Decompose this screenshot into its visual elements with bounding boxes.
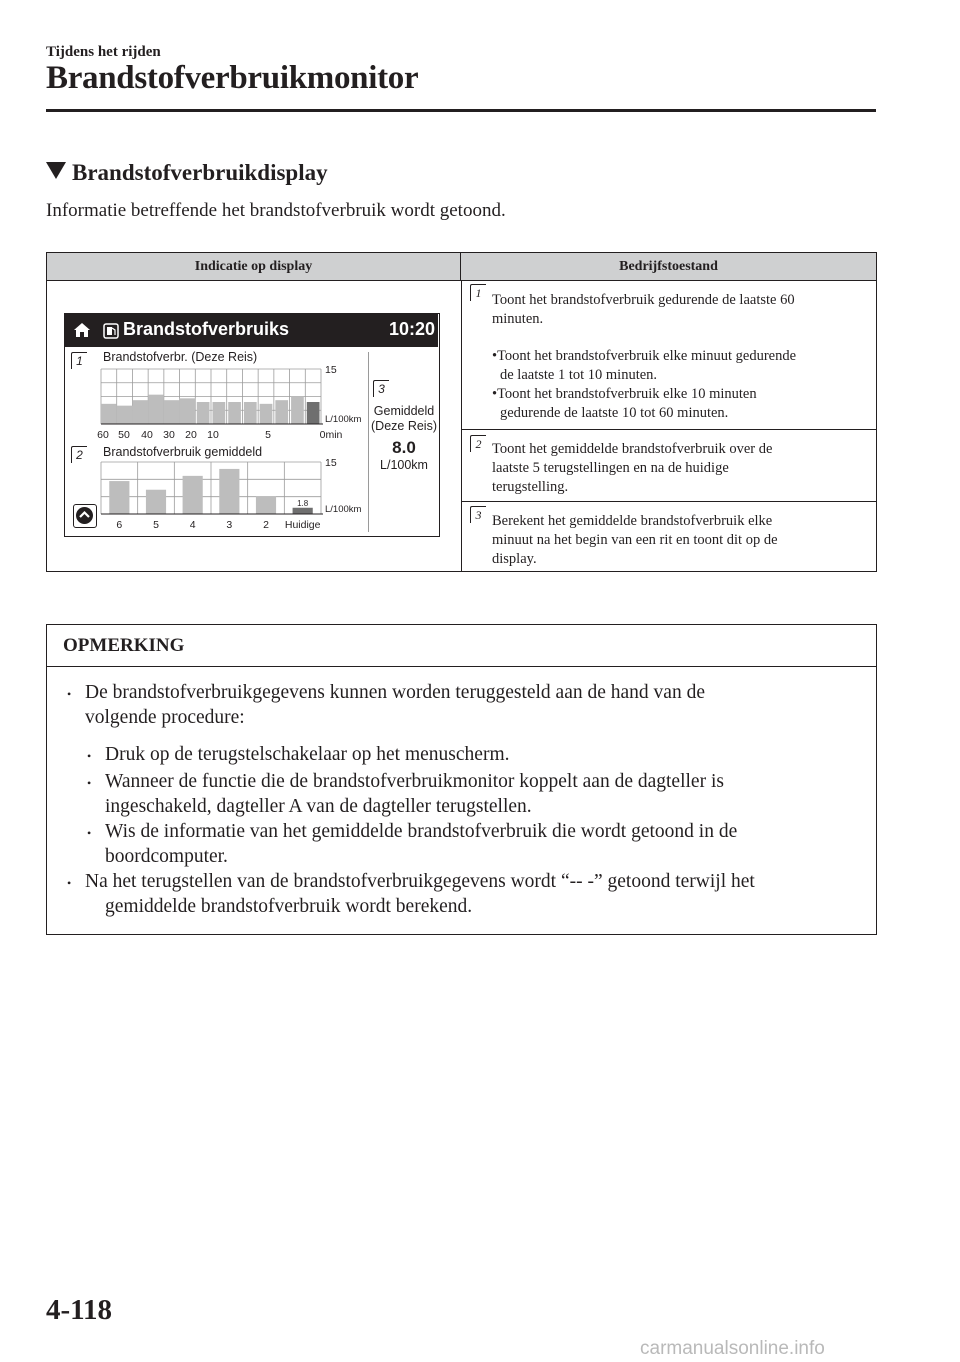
chart1-bar xyxy=(101,404,117,424)
chart2-label: Brandstofverbruik gemiddeld xyxy=(103,445,263,459)
row-1-text: Toont het brandstofverbruik gedurende de laatste 60 minuten. xyxy=(492,292,795,327)
chart2-bar xyxy=(146,490,166,514)
bullet-icon: • xyxy=(87,749,92,763)
table-header-indicatie: Indicatie op display xyxy=(47,253,461,281)
chart1-x-tick: 10 xyxy=(207,429,219,441)
bullet-icon: • xyxy=(67,687,72,701)
row-1-sub-2a: •Toont het brandstofverbruik elke 10 minuten xyxy=(492,386,757,402)
note-line: Wanneer de functie die de brandstofverbruikmonitor koppelt aan de dagteller is xyxy=(105,771,724,792)
chart2-bar xyxy=(219,469,239,514)
chart1-x-tick: 50 xyxy=(118,429,130,441)
note-line: Na het terugstellen van de brandstofverbruikgegevens wordt “-- -” getoond terwijl het xyxy=(85,871,755,892)
chart2-x-tick: 4 xyxy=(189,519,196,531)
column-divider xyxy=(461,281,462,571)
chart2-x-tick: 5 xyxy=(153,519,159,531)
chart1-bar xyxy=(244,402,257,424)
note-title: OPMERKING xyxy=(63,635,185,656)
callout-3: 3 xyxy=(373,380,389,398)
chart2-x-tick: Huidige xyxy=(284,519,321,531)
note-box xyxy=(46,624,877,935)
average-unit: L/100km xyxy=(380,458,428,472)
row-1-number: 1 xyxy=(470,284,486,302)
intro-text: Informatie betreffende het brandstofverbruik wordt getoond. xyxy=(46,200,506,221)
display-title: Brandstofverbruiks xyxy=(123,319,290,339)
row-3-text: Berekent het gemiddelde brandstofverbruik elke minuut na het begin van een rit en toont dit op de display. xyxy=(492,513,778,567)
chart1-ymax-label: 15 xyxy=(325,364,337,376)
chart2-x-tick: 6 xyxy=(116,519,123,531)
bullet-icon: • xyxy=(87,776,92,790)
row-1-subitems xyxy=(492,347,872,423)
row-1-sub-1b: de laatste 1 tot 10 minuten. xyxy=(500,367,658,383)
note-line: boordcomputer. xyxy=(105,846,228,867)
chart1-x-tick: 60 xyxy=(97,429,109,441)
chart1-x-tick: 30 xyxy=(163,429,175,441)
note-line: ingeschakeld, dagteller A van de dagteller terugstellen. xyxy=(105,796,532,817)
note-line: Druk op de terugstelschakelaar op het menuscherm. xyxy=(105,744,510,765)
row-divider xyxy=(462,501,876,502)
row-2-number: 2 xyxy=(470,435,486,453)
chart1-bar xyxy=(307,402,320,424)
display-clock: 10:20 xyxy=(389,319,436,339)
section-kicker: Tijdens het rijden xyxy=(46,44,161,60)
chart1-bar xyxy=(117,406,133,424)
navigation-button[interactable] xyxy=(73,504,97,528)
row-1-sub-2b: gedurende de laatste 10 tot 60 minuten. xyxy=(500,405,729,421)
chart1-x-tick: 5 xyxy=(265,429,271,441)
subsection-heading xyxy=(46,160,328,186)
page-title: Brandstofverbruikmonitor xyxy=(46,60,419,96)
chart2-x-tick: 2 xyxy=(263,519,269,531)
chart1-unit-label: L/100km xyxy=(325,414,362,425)
bullet-icon: • xyxy=(67,876,72,890)
chart1-bar xyxy=(148,395,164,424)
chart2-unit-label: L/100km xyxy=(325,504,362,515)
table-header-bedrijfstoestand: Bedrijfstoestand xyxy=(461,253,876,281)
chart2-data-label: 1.8 xyxy=(297,498,309,508)
chart1-bar xyxy=(291,397,304,425)
row-3-number: 3 xyxy=(470,506,486,524)
note-line: Wis de informatie van het gemiddelde brandstofverbruik die wordt getoond in de xyxy=(105,821,738,842)
triangle-marker-icon xyxy=(46,162,66,179)
chart1-bar xyxy=(164,400,180,424)
chart2-bar xyxy=(109,481,129,514)
note-line: De brandstofverbruikgegevens kunnen worden teruggesteld aan de hand van de xyxy=(85,682,705,703)
chart1-bar xyxy=(260,404,273,424)
row-1-sub-1a: •Toont het brandstofverbruik elke minuut gedurende xyxy=(492,348,797,364)
chart1-x-tick: 40 xyxy=(141,429,153,441)
fuel-display-illustration xyxy=(64,313,440,537)
header-rule xyxy=(46,109,876,112)
chart2-bar xyxy=(293,508,313,514)
page-number: 4-118 xyxy=(46,1294,113,1326)
chart2-bar xyxy=(256,497,276,514)
chart1-bar xyxy=(228,402,241,424)
callout-1: 1 xyxy=(71,352,87,370)
chart1-x-tick: 0min xyxy=(319,429,343,441)
chart1-bar xyxy=(275,400,288,424)
watermark: carmanualsonline.info xyxy=(640,1338,825,1359)
chart1-bar xyxy=(180,398,196,424)
subsection-title: Brandstofverbruikdisplay xyxy=(72,160,328,185)
chart1-bar xyxy=(213,402,226,424)
chart1-x-tick: 20 xyxy=(185,429,197,441)
chart2-bar xyxy=(183,476,203,514)
chart2-x-tick: 3 xyxy=(226,519,233,531)
average-value: 8.0 xyxy=(392,438,416,457)
bullet-icon: • xyxy=(87,826,92,840)
chart1-bar xyxy=(197,402,210,424)
note-line: gemiddelde brandstofverbruik wordt berekend. xyxy=(105,896,473,917)
callout-2: 2 xyxy=(71,446,87,464)
navigation-icon xyxy=(76,507,93,524)
average-label: Gemiddeld (Deze Reis) xyxy=(371,404,437,433)
chart1-bar xyxy=(132,400,148,424)
row-divider xyxy=(462,429,876,430)
row-2-text: Toont het gemiddelde brandstofverbruik over de laatste 5 terugstellingen en na de huidige terugstelling. xyxy=(492,441,773,495)
chart2-ymax-label: 15 xyxy=(325,457,337,469)
chart1-label: Brandstofverbr. (Deze Reis) xyxy=(103,350,258,364)
note-line: volgende procedure: xyxy=(85,707,245,728)
display-separator xyxy=(368,352,369,532)
